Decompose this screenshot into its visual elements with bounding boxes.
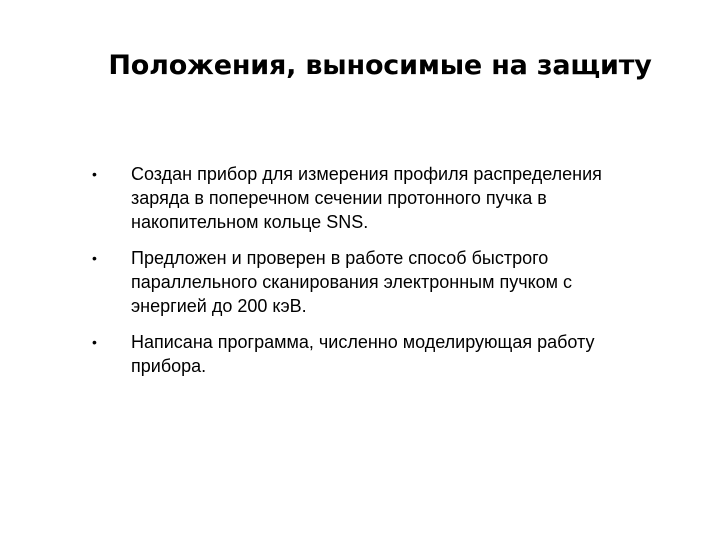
- slide-title: Положения, выносимые на защиту: [108, 50, 652, 81]
- bullet-text-3: Написана программа, численно моделирующая работу прибора.: [131, 332, 595, 376]
- bullet-item-3: [92, 330, 652, 378]
- bullet-icon: •: [92, 334, 97, 350]
- bullet-item-1: [92, 162, 652, 234]
- bullet-text-1: Создан прибор для измерения профиля распределения заряда в поперечном сечении протонного пучка в накопительном кольце SNS.: [131, 164, 602, 232]
- bullet-item-2: [92, 246, 652, 318]
- bullet-icon: •: [92, 250, 97, 266]
- bullet-text-2: Предложен и проверен в работе способ быстрого параллельного сканирования электронным пучком с энергией до 200 кэВ.: [131, 248, 573, 316]
- bullet-list: [92, 162, 652, 390]
- bullet-icon: •: [92, 166, 97, 182]
